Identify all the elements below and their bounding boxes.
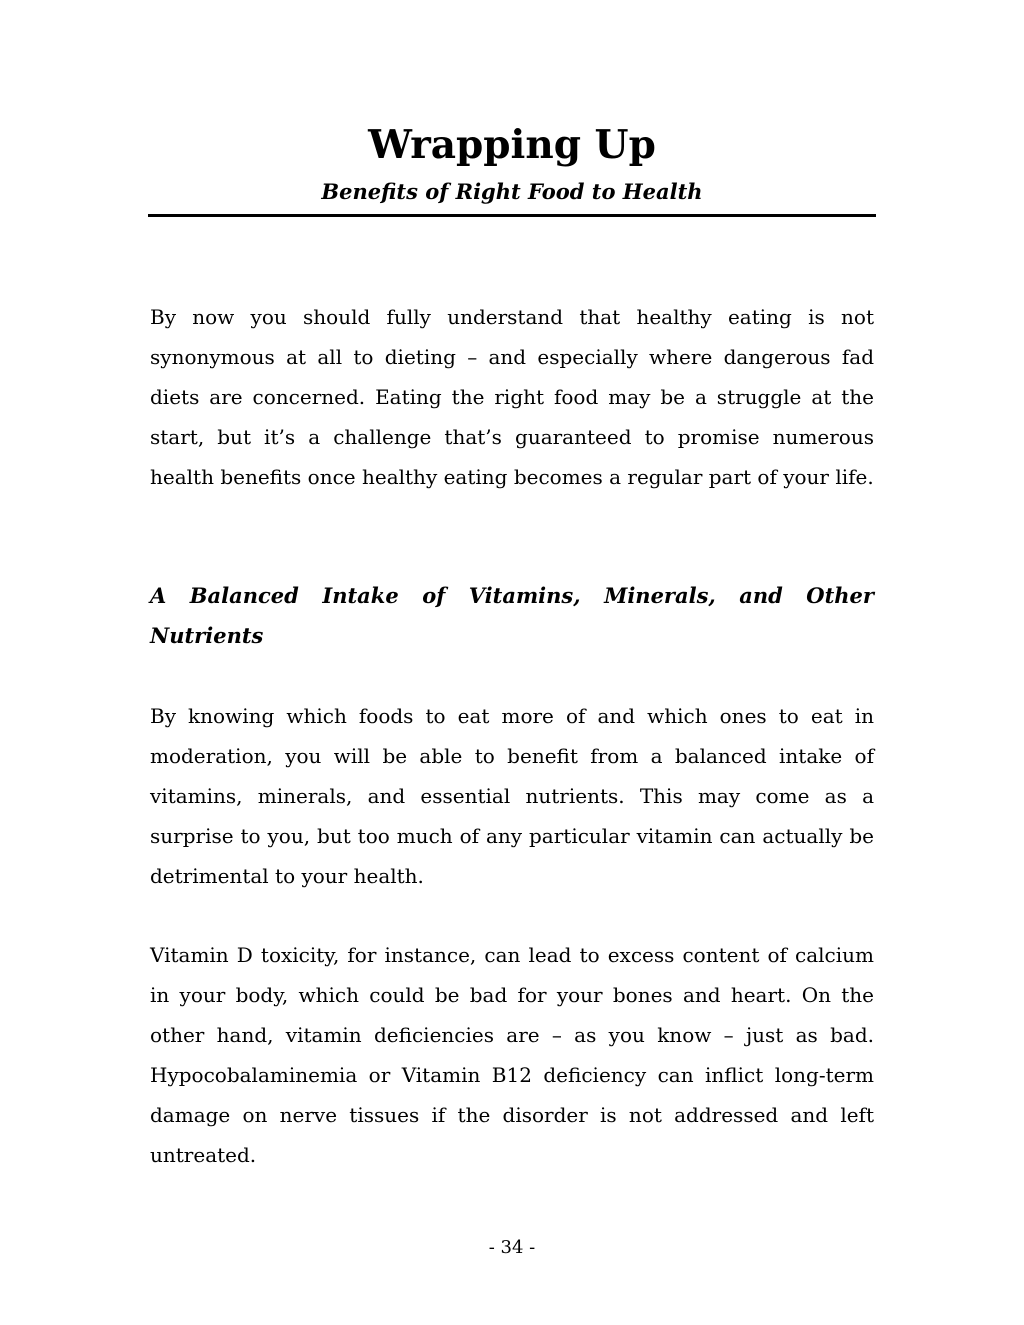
- page-subtitle: Benefits of Right Food to Health: [321, 179, 703, 204]
- page-number: - 34 -: [488, 1237, 536, 1258]
- body-paragraph-3: Vitamin D toxicity, for instance, can lead to excess content of calcium in your body, which could be bad for your bones and heart. On the other hand, vitamin deficiencies are – as you know – just as bad. Hypocobalaminemia or Vitamin B12 deficiency can inflict long-term damage on nerve tissues if the disorder is not addressed and left untreated.: [150, 943, 874, 1167]
- body-paragraph-2: By knowing which foods to eat more of and which ones to eat in moderation, you will be able to benefit from a balanced intake of vitamins, minerals, and essential nutrients. This may come as a surprise to you, but too much of any particular vitamin can actually be detrimental to your health.: [150, 704, 874, 888]
- document-page: [150, 0, 874, 1325]
- title-divider: [148, 214, 876, 217]
- page-title: Wrapping Up: [368, 122, 656, 168]
- body-paragraph-1: By now you should fully understand that healthy eating is not synonymous at all to dieting – and especially where dangerous fad diets are concerned. Eating the right food may be a struggle at the start, but it’s a challenge that’s guaranteed to promise numerous health benefits once healthy eating becomes a regular part of your life.: [150, 305, 874, 489]
- section-heading: A Balanced Intake of Vitamins, Minerals, and Other Nutrients: [150, 583, 874, 648]
